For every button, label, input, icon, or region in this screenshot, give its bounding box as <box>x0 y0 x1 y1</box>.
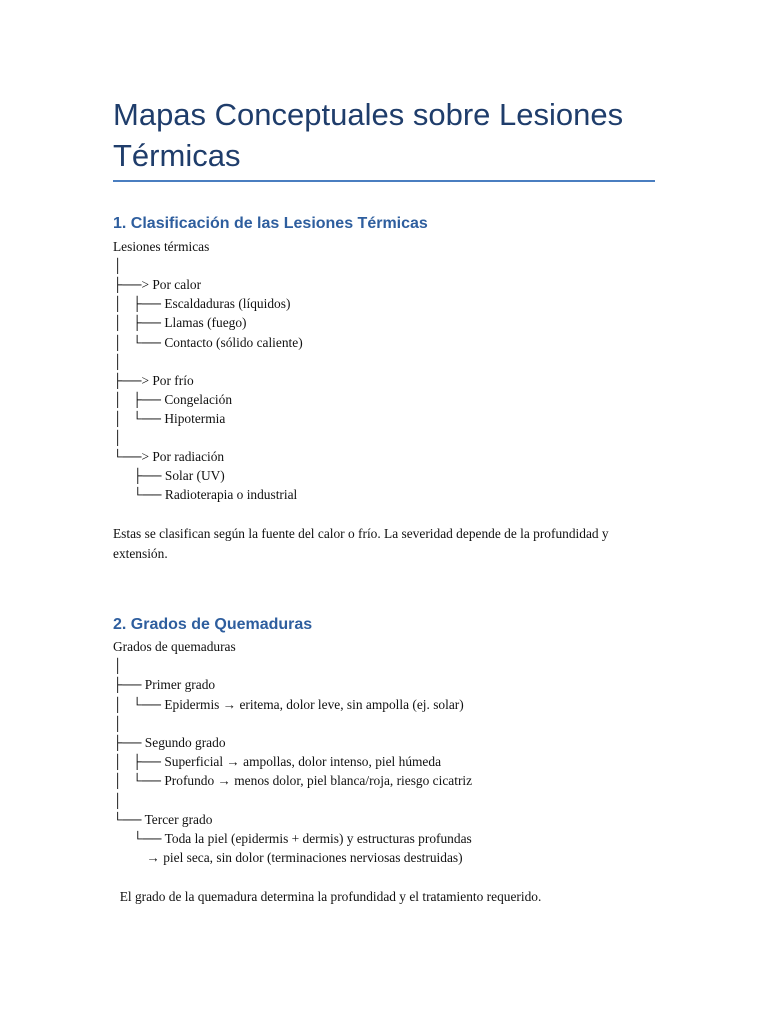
tree-line: ├──> Por frío <box>113 372 194 388</box>
tree-line: │ <box>113 353 123 369</box>
tree-line: │ <box>113 658 123 674</box>
section-heading-clasificacion: 1. Clasificación de las Lesiones Térmicas <box>113 215 428 232</box>
tree-line: └──> Por radiación <box>113 449 225 465</box>
tree-line: → piel seca, sin dolor (terminaciones nerviosas destruidas) <box>113 850 463 866</box>
tree-line: Grados de quemaduras <box>113 639 236 654</box>
tree-line: ├── Segundo grado <box>113 735 226 750</box>
tree-line: │ <box>113 258 123 274</box>
tree-line: Lesiones térmicas <box>113 239 210 254</box>
tree-line: └── Radioterapia o industrial <box>113 487 298 503</box>
tree-line: └── Tercer grado <box>113 811 213 827</box>
tree-line: │ <box>113 715 123 731</box>
tree-line: ├──> Por calor <box>113 277 202 293</box>
page-title: Mapas Conceptuales sobre Lesiones Térmicas <box>113 97 624 173</box>
tree-line: │ └── Hipotermia <box>113 410 226 426</box>
title-divider <box>113 180 655 182</box>
section-note-grados: El grado de la quemadura determina la profundidad y el tratamiento requerido. <box>113 889 542 904</box>
tree-line: │ └── Contacto (sólido caliente) <box>113 334 303 350</box>
tree-line: │ <box>113 430 123 445</box>
tree-line: ├── Solar (UV) <box>113 468 225 484</box>
section-note-clasificacion: Estas se clasifican según la fuente del calor o frío. La severidad depende de la profundidad y extensión. <box>113 526 609 561</box>
tree-line: │ ├── Superficial → ampollas, dolor intenso, piel húmeda <box>113 754 442 770</box>
tree-line: │ ├── Escaldaduras (líquidos) <box>113 296 291 312</box>
tree-line: │ └── Profundo → menos dolor, piel blanca/roja, riesgo cicatriz <box>113 773 473 789</box>
section-heading-grados: 2. Grados de Quemaduras <box>113 616 313 633</box>
tree-line: │ ├── Congelación <box>113 391 233 407</box>
tree-line: ├── Primer grado <box>113 677 216 693</box>
tree-line: │ ├── Llamas (fuego) <box>113 315 247 331</box>
tree-line: │ └── Epidermis → eritema, dolor leve, sin ampolla (ej. solar) <box>113 696 464 712</box>
tree-line: └── Toda la piel (epidermis + dermis) y estructuras profundas <box>113 831 472 846</box>
tree-line: │ <box>113 792 123 808</box>
